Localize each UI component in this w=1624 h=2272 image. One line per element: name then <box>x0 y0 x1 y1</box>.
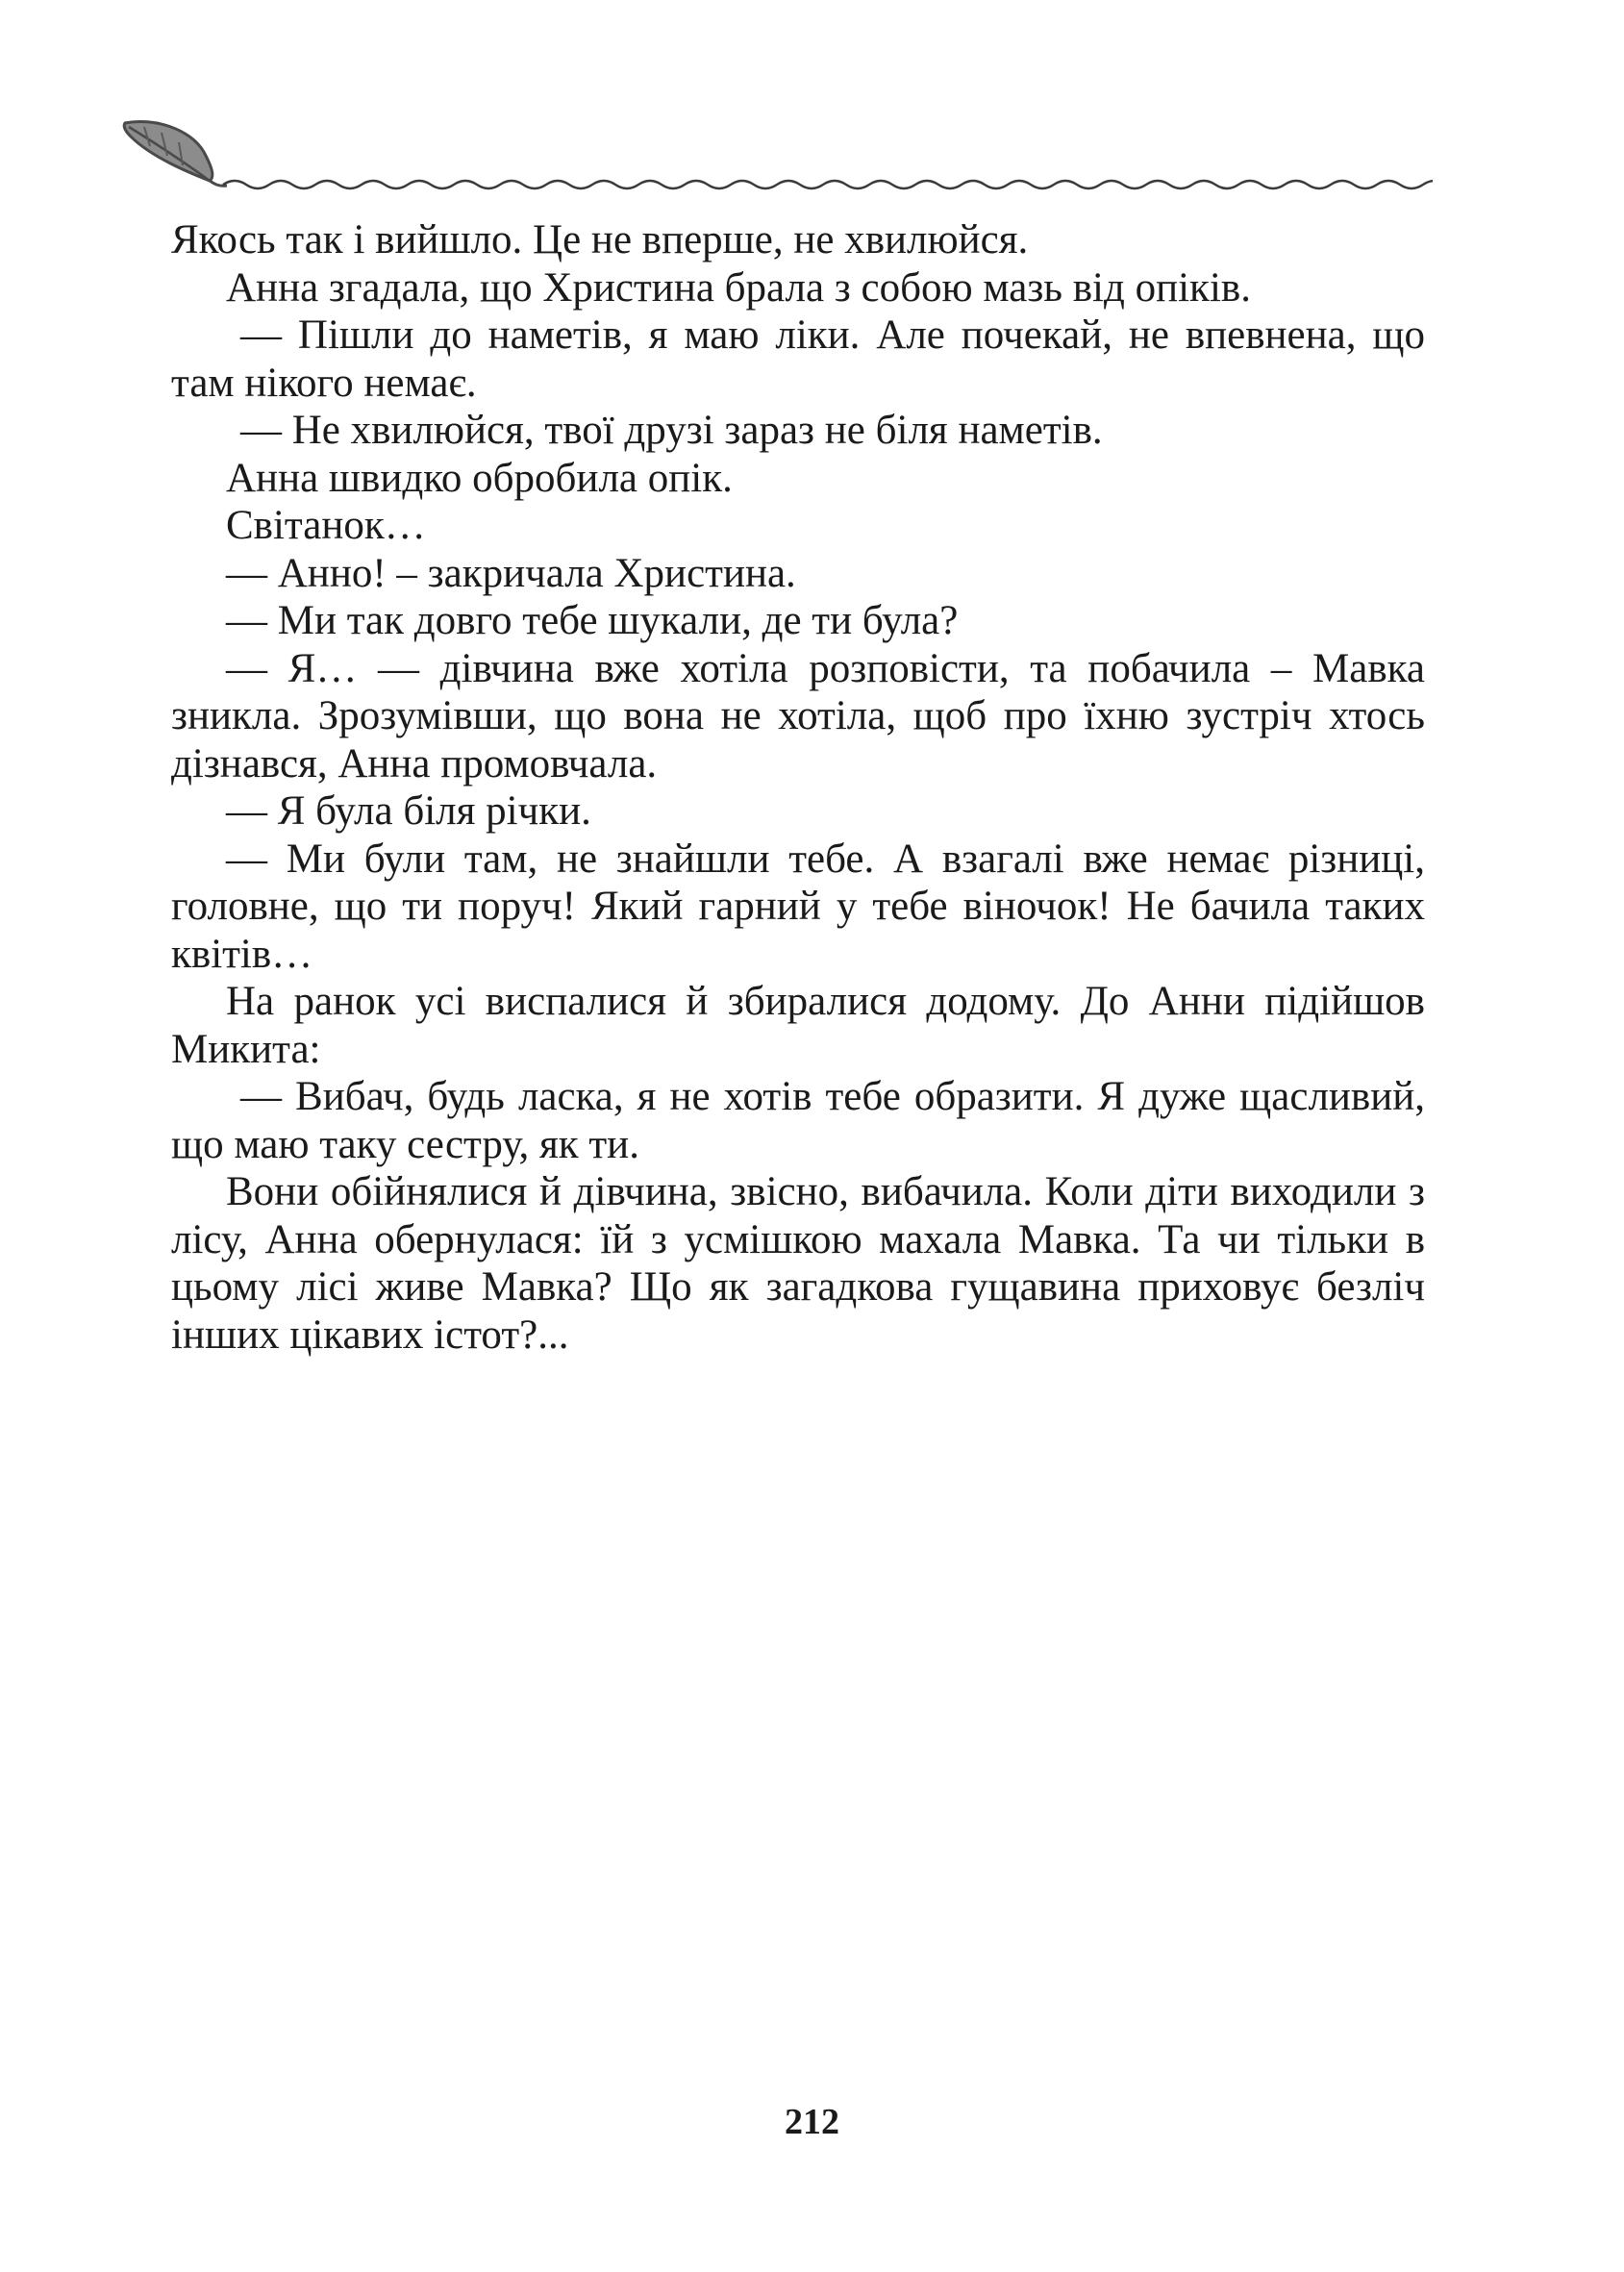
dialogue-line: — Ми так довго тебе шукали, де ти була? <box>226 598 959 643</box>
dialogue-line: — Не хвилюйся, твої друзі зараз не біля наметів. <box>240 408 1103 453</box>
dialogue-line: — Я… — дівчина вже хотіла розповісти, та побачила – Мавка зникла. Зрозумівши, що вона не хотіла, щоб про їхню зустріч хтось дізнався, Анна промовчала. <box>171 645 1425 786</box>
dialogue-line: — Я була біля річки. <box>226 788 591 834</box>
leaf-quill-icon <box>124 121 227 186</box>
paragraph: Якось так і вийшло. Це не вперше, не хвилюйся. <box>171 217 1029 262</box>
paragraph: Вони обійнялися й дівчина, звісно, вибачила. Коли діти виходили з лісу, Анна обернулася: їй з усмішкою махала Мавка. Та чи тільки в цьому лісі живе Мавка? Що як загадкова гущавина приховує безліч інших цікавих істот?... <box>171 1169 1425 1358</box>
wavy-divider-line <box>223 181 1433 188</box>
dialogue-line: — Ми були там, не знайшли тебе. А взагалі вже немає різниці, головне, що ти поруч! Який гарний у тебе віночок! Не бачила таких квітів… <box>171 836 1425 977</box>
page-number: 212 <box>785 2102 839 2142</box>
paragraph: Світанок… <box>226 503 426 548</box>
dialogue-line: — Анно! – закричала Христина. <box>226 550 796 596</box>
paragraph: Анна згадала, що Христина брала з собою мазь від опіків. <box>226 264 1251 311</box>
story-text <box>171 216 1425 1359</box>
dialogue-line: — Пішли до наметів, я маю ліки. Але почекай, не впевнена, що там нікого немає. <box>171 312 1425 406</box>
header-ornament <box>115 113 1433 200</box>
paragraph: На ранок усі виспалися й збиралися додому. До Анни підійшов Микита: <box>171 979 1425 1072</box>
dialogue-line: — Вибач, будь ласка, я не хотів тебе образити. Я дуже щасливий, що маю таку сестру, як ти. <box>171 1074 1425 1167</box>
paragraph: Анна швидко обробила опік. <box>226 455 733 501</box>
